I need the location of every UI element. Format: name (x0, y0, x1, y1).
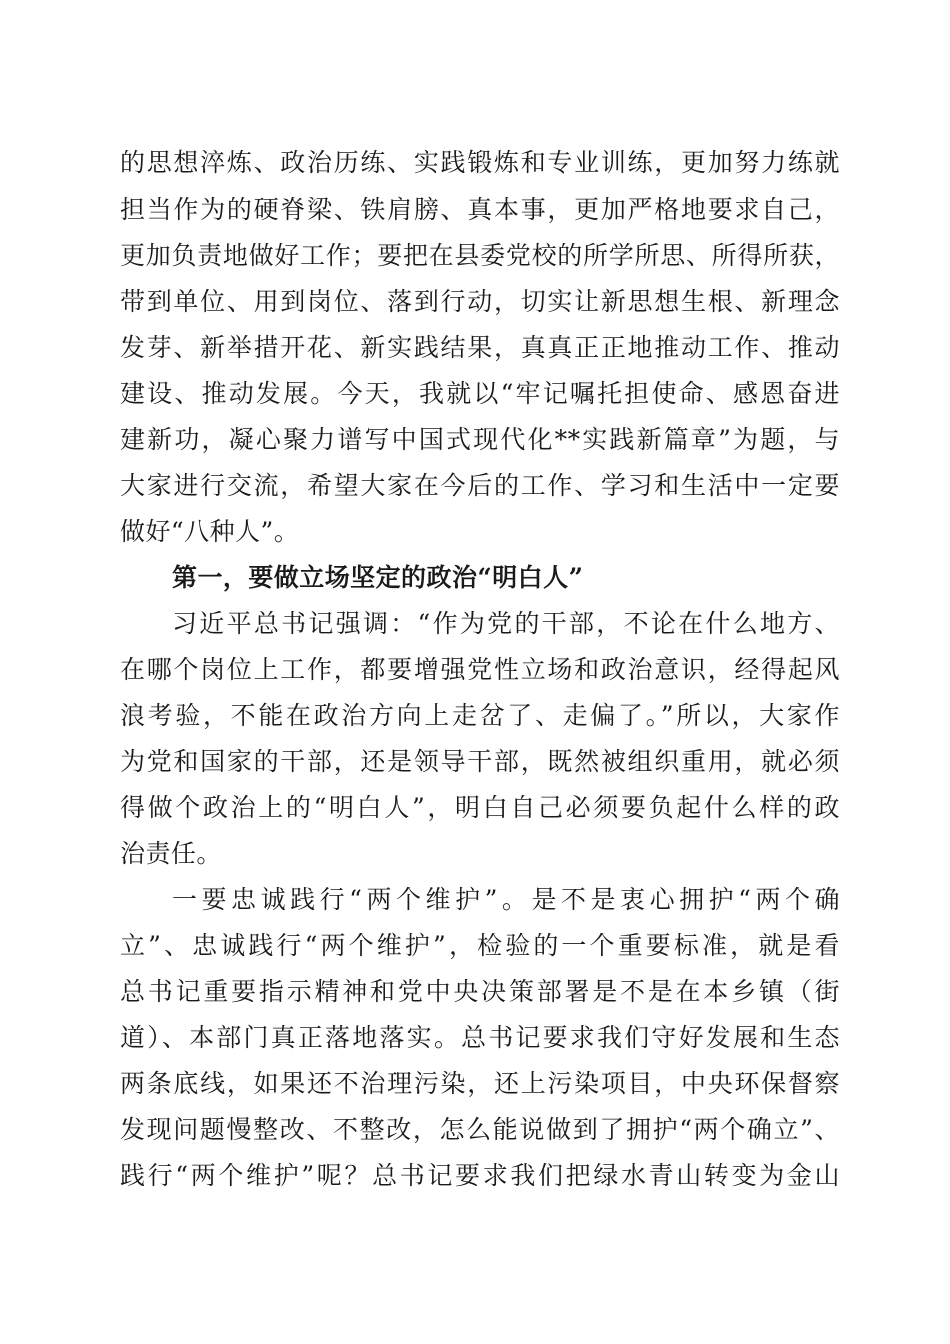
paragraph-line: 担当作为的硬脊梁、铁肩膀、真本事，更加严格地要求自己， (120, 195, 840, 224)
paragraph-line: 两条底线，如果还不治理污染，还上污染项目，中央环保督察 (120, 1069, 840, 1098)
paragraph-line: 做好“八种人”。 (120, 517, 300, 546)
paragraph-line: 总书记重要指示精神和党中央决策部署是不是在本乡镇（街 (120, 977, 840, 1006)
paragraph-line: 治责任。 (120, 839, 222, 868)
paragraph-line: 的思想淬炼、政治历练、实践锻炼和专业训练，更加努力练就 (120, 148, 840, 177)
paragraph-line: 更加负责地做好工作；要把在县委党校的所学所思、所得所获， (120, 241, 840, 270)
paragraph-line: 践行“两个维护”呢？总书记要求我们把绿水青山转变为金山 (120, 1161, 840, 1190)
paragraph-line: 习近平总书记强调：“作为党的干部，不论在什么地方、 (172, 609, 840, 638)
paragraph-line: 道）、本部门真正落地落实。总书记要求我们守好发展和生态 (120, 1023, 840, 1052)
paragraph-line: 一要忠诚践行“两个维护”。是不是衷心拥护“两个确 (172, 885, 840, 914)
paragraph-line: 大家进行交流，希望大家在今后的工作、学习和生活中一定要 (120, 471, 840, 500)
paragraph-line: 在哪个岗位上工作，都要增强党性立场和政治意识，经得起风 (120, 655, 840, 684)
paragraph-line: 得做个政治上的“明白人”，明白自己必须要负起什么样的政 (120, 793, 840, 822)
paragraph-line: 浪考验，不能在政治方向上走岔了、走偏了。”所以，大家作 (120, 701, 840, 730)
paragraph-line: 带到单位、用到岗位、落到行动，切实让新思想生根、新理念 (120, 287, 840, 316)
paragraph-line: 发现问题慢整改、不整改，怎么能说做到了拥护“两个确立”、 (120, 1115, 840, 1144)
paragraph-line: 为党和国家的干部，还是领导干部，既然被组织重用，就必须 (120, 747, 840, 776)
paragraph-line: 建新功，凝心聚力谱写中国式现代化**实践新篇章”为题，与 (120, 425, 840, 454)
paragraph-line: 建设、推动发展。今天，我就以“牢记嘱托担使命、感恩奋进 (120, 379, 840, 408)
section-heading: 第一，要做立场坚定的政治“明白人” (172, 563, 584, 592)
paragraph-line: 立”、忠诚践行“两个维护”，检验的一个重要标准，就是看 (120, 931, 840, 960)
paragraph-line: 发芽、新举措开花、新实践结果，真真正正地推动工作、推动 (120, 333, 840, 362)
